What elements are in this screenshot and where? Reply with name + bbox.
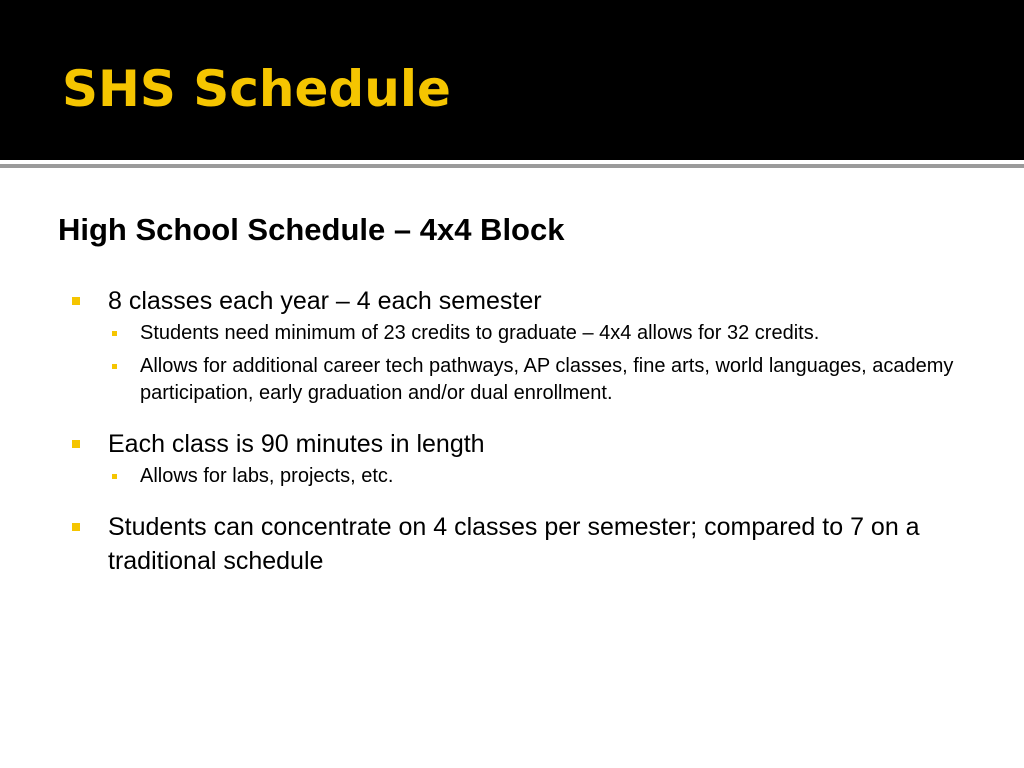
sub-bullet-list (108, 320, 972, 407)
square-bullet-icon (72, 440, 80, 448)
square-bullet-icon (112, 364, 117, 369)
bullet-text: Students can concentrate on 4 classes per semester; compared to 7 on a traditional schedule (108, 513, 920, 575)
square-bullet-icon (72, 297, 80, 305)
bullet-text: 8 classes each year – 4 each semester (108, 287, 542, 315)
sub-bullet-item (108, 353, 958, 407)
bullet-item (72, 284, 972, 407)
bullet-item (72, 510, 972, 578)
slide-title: SHS Schedule (62, 60, 451, 118)
sub-bullet-text: Students need minimum of 23 credits to graduate – 4x4 allows for 32 credits. (140, 322, 820, 344)
sub-bullet-item (108, 320, 958, 347)
slide-subtitle: High School Schedule – 4x4 Block (58, 212, 565, 247)
sub-bullet-text: Allows for additional career tech pathways, AP classes, fine arts, world languages, academy participation, early graduation and/or dual enrollment. (140, 355, 954, 404)
bullet-item (72, 427, 972, 490)
bullet-list (72, 284, 972, 598)
sub-bullet-list (108, 463, 972, 490)
title-bar (0, 0, 1024, 160)
sub-bullet-text: Allows for labs, projects, etc. (140, 465, 394, 487)
sub-bullet-item (108, 463, 958, 490)
divider-line-bottom (0, 164, 1024, 168)
square-bullet-icon (72, 523, 80, 531)
square-bullet-icon (112, 331, 117, 336)
square-bullet-icon (112, 474, 117, 479)
bullet-text: Each class is 90 minutes in length (108, 430, 485, 458)
